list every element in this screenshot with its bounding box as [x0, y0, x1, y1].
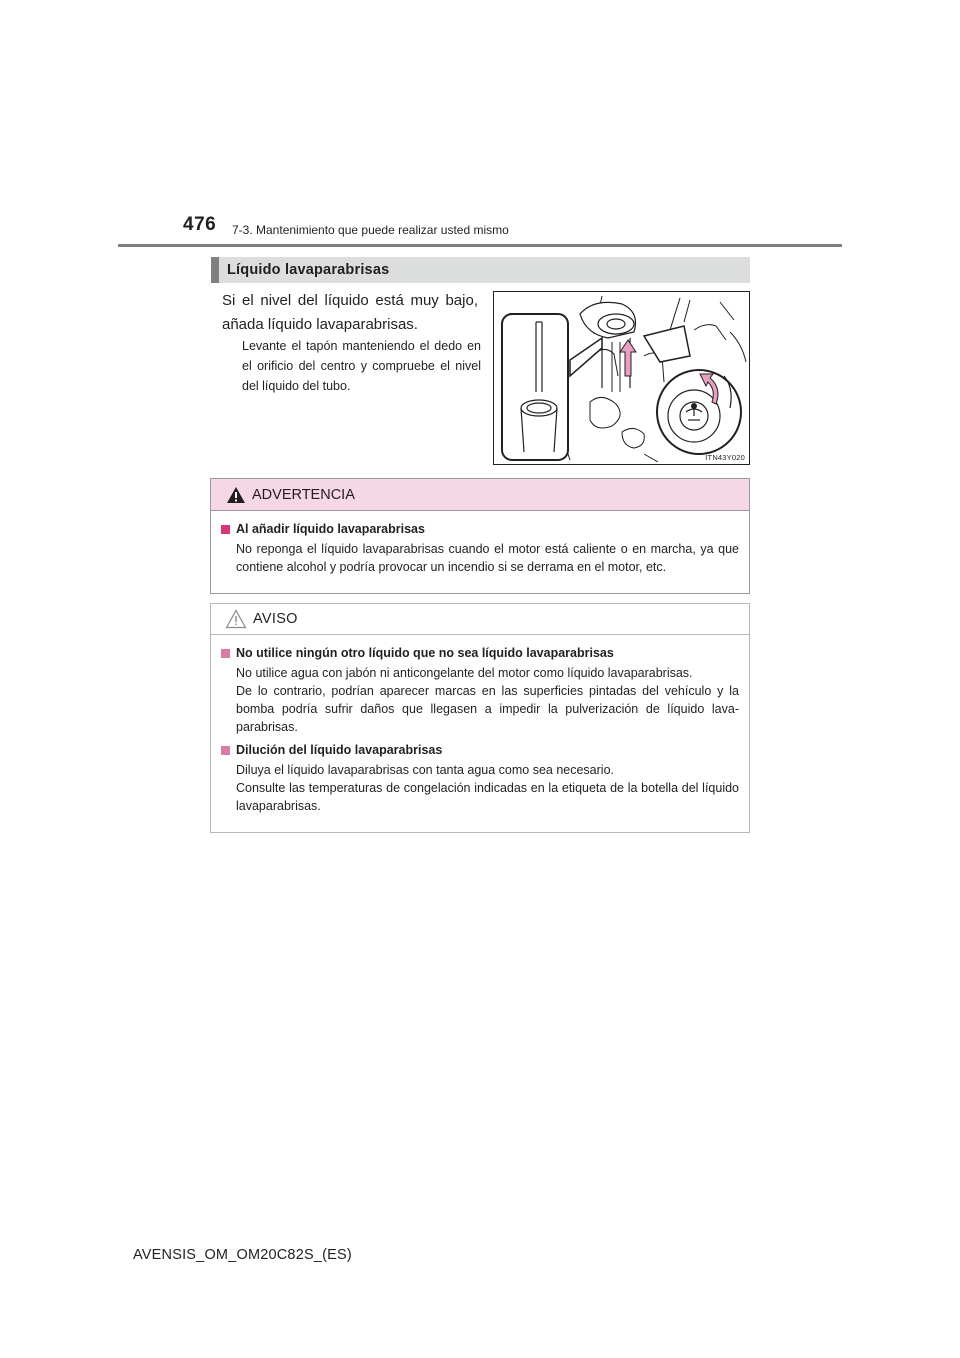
notice-item-heading [221, 742, 739, 759]
warning-item-heading-text: Al añadir líquido lavaparabrisas [236, 522, 425, 536]
chapter-header: 7-3. Mantenimiento que puede realizar usted mismo [232, 223, 509, 237]
washer-fluid-illustration [493, 291, 750, 465]
square-bullet-icon [221, 746, 230, 755]
intro-text: Si el nivel del líquido está muy bajo, añada líquido lavaparabrisas. [222, 292, 478, 333]
warning-title-bar [211, 479, 749, 511]
paragraph: De lo contrario, podrían aparecer marcas en las superficies pintadas del vehículo y la bomba podría sufrir daños que llegasen a impedir la pulverización de líquido lava-parabrisas. [236, 684, 739, 734]
notice-body [211, 635, 749, 815]
document-code: AVENSIS_OM_OM20C82S_(ES) [133, 1247, 352, 1263]
warning-item-text [221, 540, 739, 576]
notice-item-text [221, 664, 739, 736]
notice-item-heading-text: Dilución del líquido lavaparabrisas [236, 743, 443, 757]
section-title: Líquido lavaparabrisas [227, 262, 390, 278]
header-rule [118, 244, 842, 247]
page-number: 476 [183, 214, 217, 235]
warning-body [211, 511, 749, 576]
square-bullet-icon [221, 649, 230, 658]
warning-item-heading [221, 521, 739, 538]
warning-box [210, 478, 750, 594]
paragraph: No reponga el líquido lavaparabrisas cuando el motor está caliente o en marcha, ya que contiene alcohol y podría provocar un incendio si se derrama en el motor, etc. [236, 542, 739, 574]
paragraph: Consulte las temperaturas de congelación indicadas en la etiqueta de la botella del líquido lavaparabrisas. [236, 781, 739, 813]
warning-title: ADVERTENCIA [252, 486, 355, 503]
notice-box [210, 603, 750, 833]
instruction-text: Levante el tapón manteniendo el dedo en el orificio del centro y compruebe el nivel del líquido del tubo. [242, 339, 481, 393]
arrow-up-icon [620, 340, 636, 376]
square-bullet-icon [221, 525, 230, 534]
washer-reservoir-drawing [494, 292, 749, 464]
notice-item-heading-text: No utilice ningún otro líquido que no sea líquido lavaparabrisas [236, 646, 614, 660]
notice-item-heading [221, 645, 739, 662]
warning-triangle-icon [226, 486, 246, 504]
paragraph: No utilice agua con jabón ni anticongelante del motor como líquido lavaparabrisas. [236, 666, 693, 680]
notice-item-text [221, 761, 739, 815]
caution-triangle-icon [225, 609, 247, 629]
paragraph: Diluya el líquido lavaparabrisas con tanta agua como sea necesario. [236, 763, 615, 777]
section-heading [211, 257, 750, 283]
notice-title: AVISO [253, 611, 298, 627]
figure-code: ITN43Y020 [705, 453, 745, 462]
notice-title-bar [211, 604, 749, 635]
